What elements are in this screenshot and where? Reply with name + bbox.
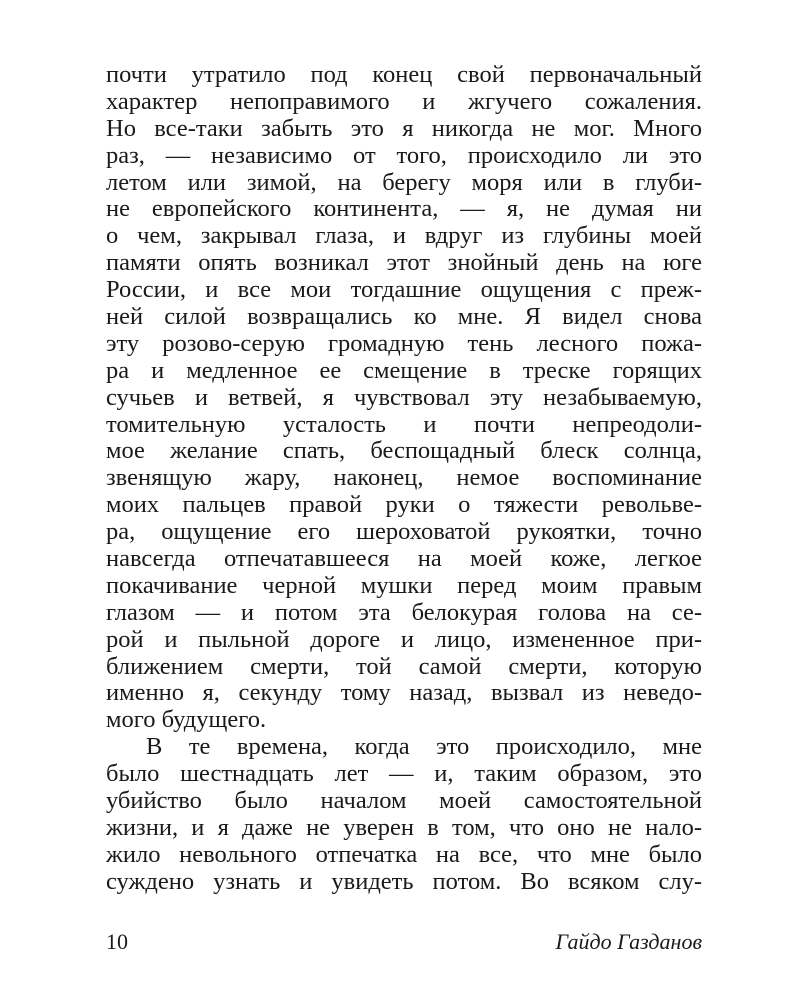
text-line: памяти опять возникал этот знойный день на юге <box>106 250 702 277</box>
text-line: о чем, закрывал глаза, и вдруг из глубины моей <box>106 223 702 250</box>
text-line: жизни, и я даже не уверен в том, что оно не нало- <box>106 814 702 841</box>
text-line: ближением смерти, той самой смерти, которую <box>106 653 702 680</box>
text-line: суждено узнать и увидеть потом. Во всяком слу- <box>106 868 702 895</box>
text-line: летом или зимой, на берегу моря или в глуби- <box>106 169 702 196</box>
text-line: покачивание черной мушки перед моим правым <box>106 572 702 599</box>
text-line: характер непоправимого и жгучего сожаления. <box>106 88 702 115</box>
text-line: не европейского континента, — я, не думая ни <box>106 196 702 223</box>
text-line: было шестнадцать лет — и, таким образом, это <box>106 761 702 788</box>
text-line: томительную усталость и почти непреодоли- <box>106 411 702 438</box>
text-line: ра, ощущение его шероховатой рукоятки, точно <box>106 519 702 546</box>
page-number: 10 <box>106 929 128 954</box>
text-line: мого будущего. <box>106 707 267 734</box>
text-line: раз, — независимо от того, происходило ли это <box>106 142 702 169</box>
text-line: эту розово-серую громадную тень лесного пожа- <box>106 330 702 357</box>
text-line: моих пальцев правой руки о тяжести револьве- <box>106 492 702 519</box>
text-line: почти утратило под конец свой первоначальный <box>106 62 702 88</box>
text-line: навсегда отпечатавшееся на моей коже, легкое <box>106 546 702 573</box>
text-line: России, и все мои тогдашние ощущения с преж- <box>106 277 702 304</box>
text-line: ней силой возвращались ко мне. Я видел снова <box>106 304 702 331</box>
text-line: Но все-таки забыть это я никогда не мог. Много <box>106 115 702 142</box>
text-line: рой и пыльной дороге и лицо, измененное при- <box>106 626 702 653</box>
paragraph <box>106 62 702 734</box>
body-text <box>106 62 702 896</box>
text-line: жило невольного отпечатка на все, что мне было <box>106 841 702 868</box>
running-head-author: Гайдо Газданов <box>555 929 702 954</box>
text-line: ра и медленное ее смещение в треске горящих <box>106 357 702 384</box>
text-line: В те времена, когда это происходило, мне <box>146 734 702 761</box>
text-line: сучьев и ветвей, я чувствовал эту незабываемую, <box>106 384 702 411</box>
text-line: глазом — и потом эта белокурая голова на се- <box>106 599 702 626</box>
text-line: звенящую жару, наконец, немое воспоминание <box>106 465 702 492</box>
text-line: мое желание спать, беспощадный блеск солнца, <box>106 438 702 465</box>
paragraph <box>106 734 702 895</box>
text-line: именно я, секунду тому назад, вызвал из неведо- <box>106 680 702 707</box>
text-line: убийство было началом моей самостоятельной <box>106 788 702 815</box>
page-footer <box>106 928 702 956</box>
